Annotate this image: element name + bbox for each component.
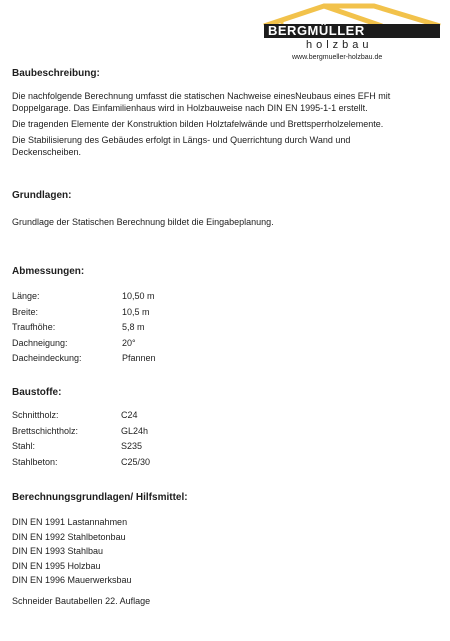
baustoffe-row (12, 409, 138, 421)
baubeschreibung-paragraph-3 (12, 134, 432, 158)
norm-list-item: DIN EN 1992 Stahlbetonbau (12, 531, 126, 542)
logo-subtitle: holzbau (306, 39, 373, 51)
baustoffe-heading: Baustoffe: (12, 387, 62, 398)
abmessungen-row (12, 321, 145, 333)
norm-list-item: DIN EN 1996 Mauerwerksbau (12, 575, 132, 585)
company-logo (262, 2, 444, 68)
baubeschreibung-line-2: Doppelgarage. Das Einfamilienhaus wird in Holzbauweise nach DIN EN 1995-1-1 erstellt. (12, 103, 368, 113)
baustoffe-value: C25/30 (121, 456, 151, 467)
baustoffe-label: Schnittholz: (12, 410, 59, 420)
logo-url: www.bergmueller-holzbau.de (292, 54, 383, 61)
baustoffe-row (12, 425, 149, 437)
baubeschreibung-line-4: Deckenscheiben. (12, 147, 82, 157)
norm-list-item: DIN EN 1993 Stahlbau (12, 546, 104, 556)
baustoffe-value: S235 (121, 441, 143, 451)
abmessungen-row (12, 337, 136, 349)
baustoffe-row (12, 456, 151, 468)
abmessungen-heading: Abmessungen: (12, 266, 85, 277)
abmessungen-label: Traufhöhe: (12, 322, 56, 332)
abmessungen-value: Pfannen (122, 353, 156, 363)
abmessungen-value: 5,8 m (122, 322, 145, 332)
baustoffe-value: GL24h (121, 425, 149, 436)
berechnung-heading: Berechnungsgrundlagen/ Hilfsmittel: (12, 492, 188, 503)
baustoffe-label: Stahlbeton: (12, 456, 58, 467)
baustoffe-label: Brettschichtholz: (12, 425, 79, 436)
norm-list-item: DIN EN 1995 Holzbau (12, 560, 101, 571)
berechnung-footer: Schneider Bautabellen 22. Auflage (12, 596, 151, 606)
baubeschreibung-paragraph-1 (12, 90, 432, 114)
abmessungen-label: Länge: (12, 291, 40, 301)
abmessungen-label: Dachneigung: (12, 337, 68, 348)
abmessungen-value: 20° (122, 337, 136, 348)
baustoffe-label: Stahl: (12, 441, 36, 451)
norm-list-item: DIN EN 1991 Lastannahmen (12, 517, 128, 527)
abmessungen-value: 10,5 m (122, 306, 150, 317)
baubeschreibung-paragraph-2: Die tragenden Elemente der Konstruktion bilden Holztafelwände und Brettsperrholzelemente. (12, 119, 384, 129)
abmessungen-row (12, 290, 155, 302)
baubeschreibung-line-1: Die nachfolgende Berechnung umfasst die statischen Nachweise einesNeubaus eines EFH mit (12, 91, 391, 101)
logo-name: BERGMÜLLER (264, 24, 440, 38)
abmessungen-value: 10,50 m (122, 291, 155, 301)
baubeschreibung-heading: Baubeschreibung: (12, 68, 100, 79)
baubeschreibung-line-3: Die Stabilisierung des Gebäudes erfolgt in Längs- und Querrichtung durch Wand und (12, 135, 351, 145)
grundlagen-heading: Grundlagen: (12, 190, 72, 201)
baustoffe-row (12, 440, 143, 452)
abmessungen-label: Breite: (12, 306, 39, 317)
abmessungen-label: Dacheindeckung: (12, 353, 82, 363)
baustoffe-value: C24 (121, 410, 138, 420)
abmessungen-row (12, 306, 150, 318)
grundlagen-text: Grundlage der Statischen Berechnung bildet die Eingabeplanung. (12, 217, 274, 227)
abmessungen-row (12, 352, 156, 364)
